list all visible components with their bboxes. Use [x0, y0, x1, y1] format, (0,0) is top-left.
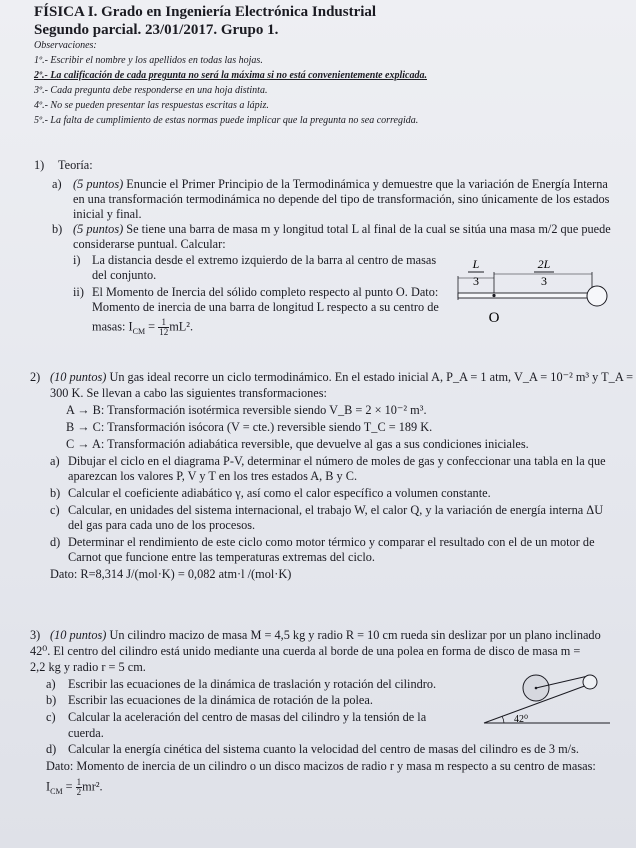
fig-pulley [583, 675, 597, 689]
q3-inertia-num: 1 [76, 777, 82, 787]
q3-a-label: a) [46, 677, 56, 691]
observation-4: 4º.- No se pueden presentar las respuestas escritas a lápiz. [34, 100, 269, 111]
q3-a-line1: Escribir las ecuaciones de la dinámica de traslación y rotación del cilindro. [68, 677, 437, 691]
q3-inertia-eq: = [62, 779, 76, 794]
q3-text1: Un cilindro macizo de masa M = 4,5 kg y radio R = 10 cm rueda sin deslizar por un plano inclinado [109, 628, 601, 642]
fig-point-mass [587, 286, 607, 306]
observations-label: Observaciones: [34, 40, 97, 51]
fig-pivot-point [492, 294, 495, 297]
q2-points: (10 puntos) [50, 370, 107, 384]
q1-ii-label: ii) [73, 285, 84, 299]
incline-figure [470, 668, 620, 730]
q3-b-label: b) [46, 693, 57, 707]
q1-i-line1: La distancia desde el extremo izquierdo de la barra al centro de masas [92, 253, 437, 267]
q1-ii-fraction [158, 318, 169, 337]
q3-number: 3) [30, 628, 41, 642]
q2-transform-1: A → B: Transformación isotérmica reversible siendo V_B = 2 × 10⁻² m³. [66, 403, 427, 417]
q1-b-text1: Se tiene una barra de masa m y longitud total L al final de la cual se sitúa una masa m/2 que puede [126, 222, 611, 236]
exam-title: FÍSICA I. Grado en Ingeniería Electrónica Industrial [34, 4, 377, 20]
q2-b-label: b) [50, 486, 61, 500]
q3-inertia-den: 2 [76, 787, 82, 797]
observation-1: 1º.- Escribir el nombre y los apellidos en todas las hojas. [34, 55, 263, 66]
q2-transform-2: B → C: Transformación isócora (V = cte.) reversible siendo T_C = 189 K. [66, 420, 433, 434]
q3-inertia-sub: CM [50, 786, 63, 796]
q2-c-line2: del gas para cada uno de los procesos. [68, 518, 256, 532]
fig-left-num: L [472, 257, 480, 271]
observation-5: 5º.- La falta de cumplimiento de estas normas puede implicar que la pregunta no sea corregida. [34, 115, 419, 126]
q1-ii-text3a: masas: I [92, 319, 133, 334]
q1-ii-frac-num: 1 [158, 318, 169, 328]
q1-a-points: (5 puntos) [73, 177, 124, 191]
fig-point-o: O [488, 310, 500, 326]
q1-a-line2: en una transformación termodinámica no depende del tipo de transformación, sino únicamente de los estados [73, 192, 610, 206]
q1-a-line1 [73, 177, 608, 192]
q3-c-label: c) [46, 710, 56, 724]
observation-2: 2º.- La calificación de cada pregunta no será la máxima si no está convenientemente explicada. [34, 70, 427, 81]
q1-i-line2: del conjunto. [92, 268, 157, 282]
q3-inertia-i: I [46, 779, 51, 794]
q1-ii-text3b: mL². [169, 319, 194, 334]
q3-line2: 42⁰. El centro del cilindro está unido mediante una cuerda al borde de una polea en forma de disco de masa m = [30, 644, 581, 658]
q1-title: Teoría: [58, 158, 93, 172]
q2-dato: Dato: R=8,314 J/(mol·K) = 0,082 atm·l /(mol·K) [50, 567, 292, 581]
q3-points: (10 puntos) [50, 628, 107, 642]
q2-number: 2) [30, 370, 41, 384]
q1-ii-line1: El Momento de Inercia del sólido completo respecto al punto O. Dato: [92, 285, 439, 299]
q2-c-label: c) [50, 503, 60, 517]
q1-b-line1 [73, 222, 611, 237]
fig-angle-arc [502, 716, 504, 723]
q1-ii-frac-den: 12 [159, 327, 169, 337]
q2-d-line2: Carnot que funcione entre las temperaturas extremas del ciclo. [68, 550, 375, 564]
q1-b-label: b) [52, 222, 63, 236]
q2-text1: Un gas ideal recorre un ciclo termodinámico. En el estado inicial A, P_A = 1 atm, V_A = 10⁻² m³ y T_A = [109, 370, 634, 384]
fig-left-den: 3 [473, 274, 479, 288]
q1-b-points: (5 puntos) [73, 222, 124, 236]
q2-line1 [50, 370, 633, 385]
q1-a-label: a) [52, 177, 62, 191]
q2-d-label: d) [50, 535, 61, 549]
exam-subtitle: Segundo parcial. 23/01/2017. Grupo 1. [34, 22, 279, 38]
q1-i-label: i) [73, 253, 81, 267]
q3-d-line1: Calcular la energía cinética del sistema cuanto la velocidad del centro de masas del cilindro es de 3 m/s. [68, 742, 579, 756]
fig-right-den: 3 [541, 274, 547, 288]
q2-a-line1: Dibujar el ciclo en el diagrama P-V, determinar el número de moles de gas y confeccionar una tabla en la que [68, 454, 606, 468]
q2-line2: 300 K. Se llevan a cabo las siguientes transformaciones: [50, 386, 327, 400]
q3-c-line1: Calcular la aceleración del centro de masas del cilindro y la tensión de la [68, 710, 427, 724]
q1-ii-line2: Momento de inercia de una barra de longitud L respecto a su centro de [92, 300, 439, 314]
q1-b-line2: considerarse puntual. Calcular: [73, 237, 226, 251]
q2-d-line1: Determinar el rendimiento de este ciclo como motor térmico y comparar el resultado con el de un motor de [68, 535, 595, 549]
q1-ii-line3 [92, 318, 193, 339]
q1-ii-eq: = [145, 319, 159, 334]
q1-a-text1: Enuncie el Primer Principio de la Termodinámica y demuestre que la variación de Energía Interna [126, 177, 608, 191]
q3-line1 [50, 628, 601, 643]
fig-right-num: 2L [537, 257, 551, 271]
bar-figure [452, 252, 618, 328]
q3-b-line1: Escribir las ecuaciones de la dinámica de rotación de la polea. [68, 693, 373, 707]
q3-inertia [46, 778, 103, 799]
q2-c-line1: Calcular, en unidades del sistema internacional, el trabajo W, el calor Q, y la variación de energía interna ΔU [68, 503, 604, 517]
q1-number: 1) [34, 158, 45, 172]
fig-bar [458, 293, 598, 298]
q1-a-line3: inicial y final. [73, 207, 142, 221]
q2-a-label: a) [50, 454, 60, 468]
q3-c-line2: cuerda. [68, 726, 104, 740]
fig-angle-label: 42⁰ [514, 714, 529, 725]
q1-ii-sub: CM [132, 326, 146, 336]
q2-a-line2: aparezcan los valores P, V y T en los tres estados A, B y C. [68, 469, 358, 483]
q3-dato: Dato: Momento de inercia de un cilindro o un disco macizos de radio r y masa m respecto a su centro de masas: [46, 759, 596, 773]
q3-d-label: d) [46, 742, 57, 756]
q3-line3: 2,2 kg y radio r = 5 cm. [30, 660, 146, 674]
observation-3: 3º.- Cada pregunta debe responderse en una hoja distinta. [34, 85, 268, 96]
q2-transform-3: C → A: Transformación adiabática reversible, que devuelve al gas a sus condiciones iniciales. [66, 437, 529, 451]
q3-inertia-b: mr². [82, 779, 103, 794]
q2-b-line1: Calcular el coeficiente adiabático γ, así como el calor específico a volumen constante. [68, 486, 491, 500]
